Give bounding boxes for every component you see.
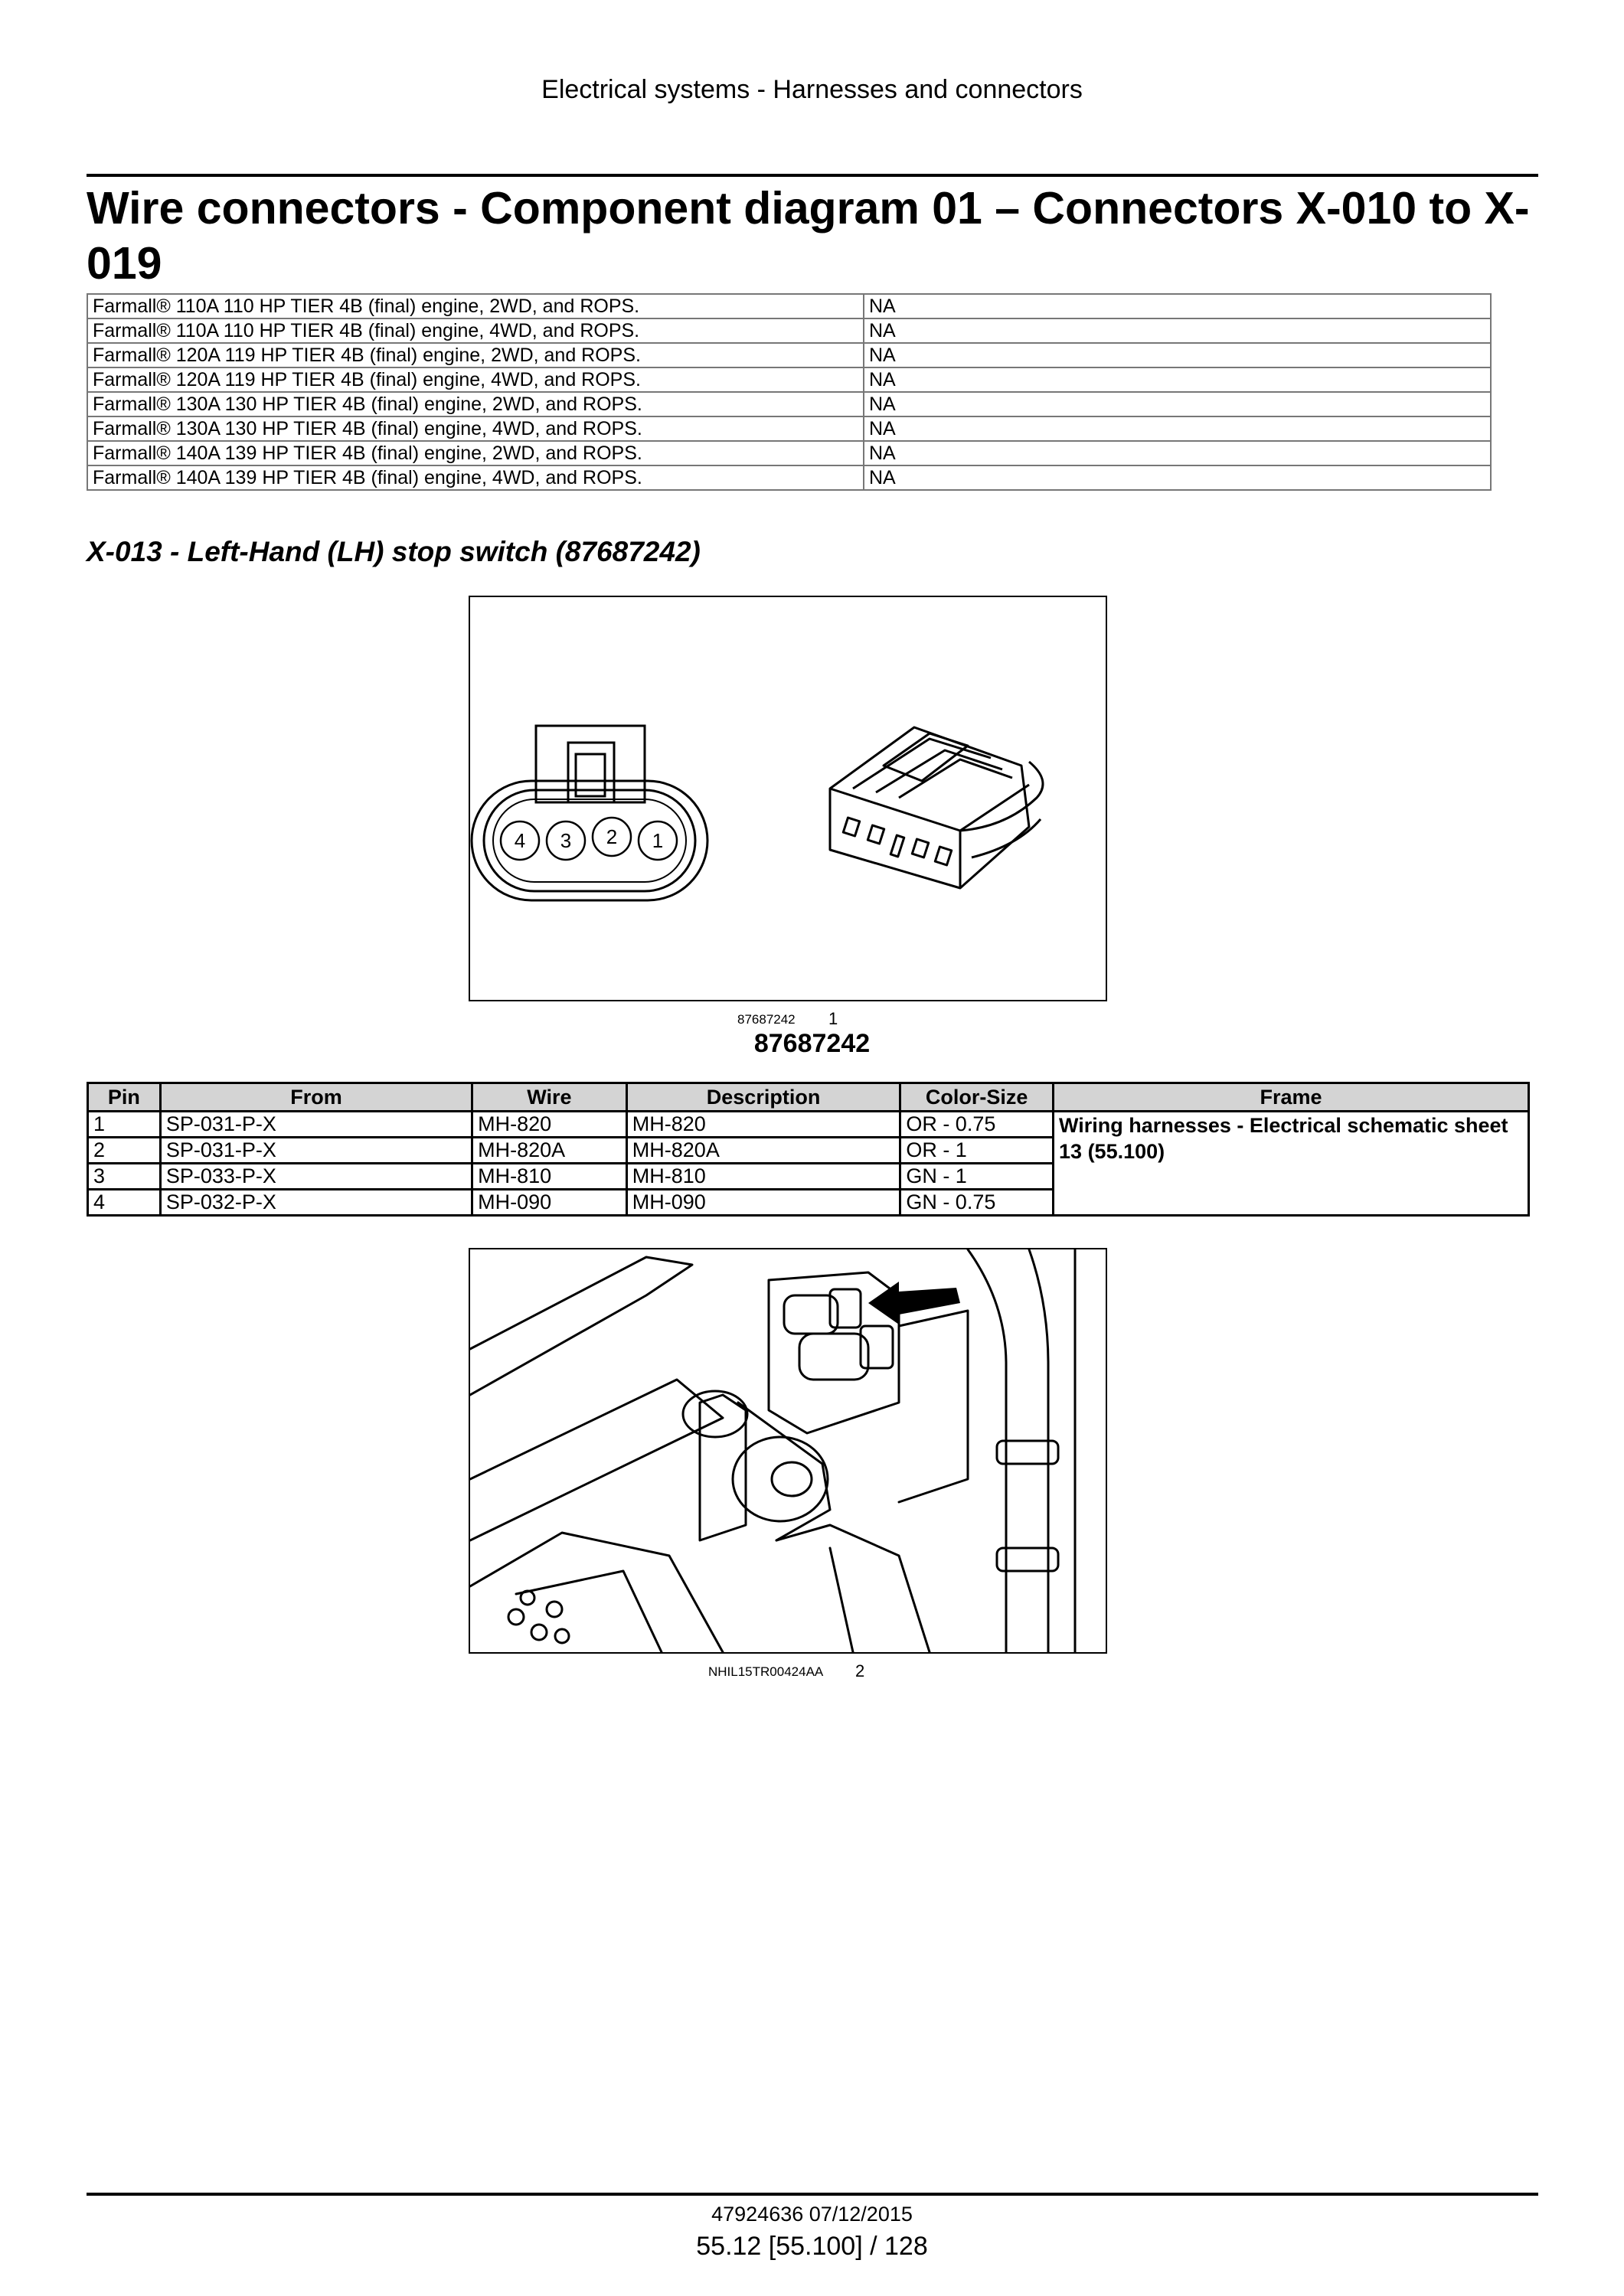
connector-diagram-figure: [469, 596, 1107, 1001]
applicability-cell: NA: [864, 343, 1491, 367]
connector-diagram: [470, 597, 1106, 1000]
table-row: [87, 343, 1491, 367]
table-row: [87, 441, 1491, 465]
applicability-cell: NA: [864, 392, 1491, 416]
wire-cell: MH-810: [472, 1164, 627, 1190]
table-row: [87, 318, 1491, 343]
table-row: [87, 392, 1491, 416]
table-row: [87, 367, 1491, 392]
figure-code: NHIL15TR00424AA: [708, 1664, 824, 1679]
from-cell: SP-033-P-X: [160, 1164, 472, 1190]
column-header: From: [160, 1083, 472, 1112]
description-cell: MH-810: [626, 1164, 900, 1190]
description-cell: MH-820: [626, 1112, 900, 1138]
model-cell: Farmall® 130A 130 HP TIER 4B (final) engine, 2WD, and ROPS.: [87, 392, 864, 416]
title-rule: [87, 174, 1538, 177]
page-number: 55.12 [55.100] / 128: [696, 2232, 928, 2261]
description-cell: MH-090: [626, 1190, 900, 1216]
column-header: Pin: [88, 1083, 161, 1112]
frame-bracket: [470, 1257, 692, 1395]
pin-table: [87, 1082, 1530, 1217]
applicability-cell: NA: [864, 441, 1491, 465]
arrow-indicator: [868, 1282, 960, 1324]
table-row: [87, 416, 1491, 441]
color-size-cell: GN - 0.75: [900, 1190, 1054, 1216]
running-header: Electrical systems - Harnesses and connectors: [541, 75, 1083, 104]
from-cell: SP-031-P-X: [160, 1112, 472, 1138]
figure-caption: 87687242: [753, 1029, 871, 1058]
pin-label: 2: [606, 825, 618, 848]
connector-face-view: [472, 726, 707, 900]
column-header: Frame: [1054, 1083, 1529, 1112]
pin-cell: 3: [88, 1164, 161, 1190]
pin-cell: 4: [88, 1190, 161, 1216]
figure-number: 2: [855, 1661, 865, 1680]
from-cell: SP-031-P-X: [160, 1138, 472, 1164]
table-row: [88, 1112, 1529, 1138]
model-cell: Farmall® 140A 139 HP TIER 4B (final) engine, 2WD, and ROPS.: [87, 441, 864, 465]
frame-cell: Wiring harnesses - Electrical schematic sheet 13 (55.100): [1054, 1112, 1529, 1216]
model-cell: Farmall® 140A 139 HP TIER 4B (final) engine, 4WD, and ROPS.: [87, 465, 864, 490]
description-cell: MH-820A: [626, 1138, 900, 1164]
location-illustration: [470, 1249, 1106, 1652]
wire-cell: MH-090: [472, 1190, 627, 1216]
connector-3d-view: [830, 727, 1043, 888]
model-cell: Farmall® 130A 130 HP TIER 4B (final) engine, 4WD, and ROPS.: [87, 416, 864, 441]
footer-rule: [87, 2193, 1538, 2196]
table-row: [87, 465, 1491, 490]
color-size-cell: GN - 1: [900, 1164, 1054, 1190]
column-header: Color-Size: [900, 1083, 1054, 1112]
pin-cell: 1: [88, 1112, 161, 1138]
applicability-cell: NA: [864, 416, 1491, 441]
applicability-cell: NA: [864, 465, 1491, 490]
page-title: Wire connectors - Component diagram 01 – Connectors X-010 to X-019: [87, 183, 1530, 289]
model-cell: Farmall® 120A 119 HP TIER 4B (final) engine, 2WD, and ROPS.: [87, 343, 864, 367]
model-cell: Farmall® 120A 119 HP TIER 4B (final) engine, 4WD, and ROPS.: [87, 367, 864, 392]
applicability-cell: NA: [864, 318, 1491, 343]
table-header-row: [88, 1083, 1529, 1112]
model-applicability-table: [87, 293, 1492, 491]
model-cell: Farmall® 110A 110 HP TIER 4B (final) engine, 2WD, and ROPS.: [87, 294, 864, 318]
hose: [968, 1249, 1006, 1652]
color-size-cell: OR - 1: [900, 1138, 1054, 1164]
table-row: [87, 294, 1491, 318]
from-cell: SP-032-P-X: [160, 1190, 472, 1216]
location-illustration-figure: [469, 1248, 1107, 1654]
applicability-cell: NA: [864, 294, 1491, 318]
pin-label: 4: [514, 829, 526, 852]
figure-code: 87687242: [737, 1012, 796, 1027]
model-cell: Farmall® 110A 110 HP TIER 4B (final) engine, 4WD, and ROPS.: [87, 318, 864, 343]
color-size-cell: OR - 0.75: [900, 1112, 1054, 1138]
pin-cell: 2: [88, 1138, 161, 1164]
document-id: 47924636 07/12/2015: [711, 2203, 913, 2226]
pin-label: 3: [560, 829, 572, 852]
column-header: Description: [626, 1083, 900, 1112]
section-heading: X-013 - Left-Hand (LH) stop switch (87687242): [87, 536, 701, 567]
column-header: Wire: [472, 1083, 627, 1112]
pin-label: 1: [652, 829, 664, 852]
wire-cell: MH-820A: [472, 1138, 627, 1164]
figure-number: 1: [828, 1009, 838, 1028]
applicability-cell: NA: [864, 367, 1491, 392]
wire-cell: MH-820: [472, 1112, 627, 1138]
